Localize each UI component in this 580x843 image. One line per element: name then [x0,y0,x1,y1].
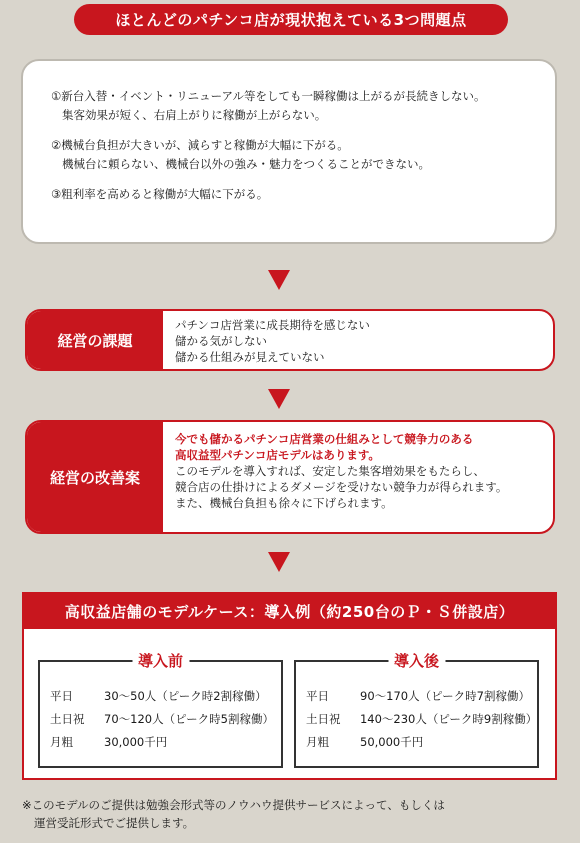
metric-value: 50,000千円 [360,734,424,749]
down-arrow-icon [268,389,290,409]
improvement-line: 競合店の仕掛けによるダメージを受けない競争力が得られます。 [175,480,508,494]
improvement-highlight: 今でも儲かるパチンコ店営業の仕組みとして競争力のある [175,432,474,446]
improvement-line: このモデルを導入すれば、安定した集客増効果をもたらし、 [175,464,485,478]
before-title: 導入前 [132,650,189,671]
metric-row [50,684,274,707]
metric-row [306,684,537,707]
metric-row [50,730,274,753]
problem-item [51,136,555,174]
issue-line: 儲かる仕組みが見えていない [175,350,325,364]
metric-key: 月粗 [50,734,73,749]
down-arrow-icon [268,552,290,572]
before-panel [38,652,283,768]
metric-value: 140～230人（ピーク時9割稼働） [359,711,538,726]
after-title: 導入後 [388,650,445,671]
metric-value: 30,000千円 [104,734,168,749]
issue-line: 儲かる気がしない [175,334,267,348]
improvement-body [163,422,507,532]
improvement-label: 経営の改善案 [27,422,163,532]
issue-box [25,309,555,371]
metric-row [306,707,537,730]
metric-value: 90～170人（ピーク時7割稼働） [360,688,530,703]
metric-value: 70～120人（ピーク時5割稼働） [104,711,274,726]
metric-key: 月粗 [306,734,329,749]
footnote-line: 運営受託形式でご提供します。 [34,816,195,830]
issue-label: 経営の課題 [27,311,163,369]
improvement-box [25,420,555,534]
metric-key: 土日祝 [50,711,85,726]
after-panel [294,652,539,768]
metric-key: 平日 [306,688,329,703]
metric-key: 平日 [50,688,73,703]
issue-line: パチンコ店営業に成長期待を感じない [175,318,370,332]
model-case-title: 高収益店舗のモデルケース：導入例（約250台のＰ・Ｓ併設店） [24,594,555,629]
problem-line: ①新台入替・イベント・リニューアル等をしても一瞬稼働は上がるが長続きしない。 [51,89,486,103]
page-title: ほとんどのパチンコ店が現状抱えている3つ問題点 [74,4,508,35]
issue-body [163,311,370,369]
model-case-box [22,592,557,780]
improvement-highlight: 高収益型パチンコ店モデルはあります。 [175,448,380,462]
footnote [22,796,552,832]
metric-row [50,707,274,730]
problem-item [51,87,555,125]
problems-box [21,59,557,244]
down-arrow-icon [268,270,290,290]
metric-value: 30～50人（ピーク時2割稼働） [104,688,267,703]
problem-subline: 集客効果が短く、右肩上がりに稼働が上がらない。 [62,108,327,122]
problem-item [51,185,555,204]
footnote-line: ※このモデルのご提供は勉強会形式等のノウハウ提供サービスによって、もしくは [22,798,445,812]
metric-row [306,730,537,753]
metric-key: 土日祝 [306,711,341,726]
problem-subline: 機械台に頼らない、機械台以外の強み・魅力をつくることができない。 [62,157,430,171]
problem-line: ②機械台負担が大きいが、減らすと稼働が大幅に下がる。 [51,138,349,152]
improvement-line: また、機械台負担も徐々に下げられます。 [175,496,393,510]
problem-line: ③粗利率を高めると稼働が大幅に下がる。 [51,187,269,201]
